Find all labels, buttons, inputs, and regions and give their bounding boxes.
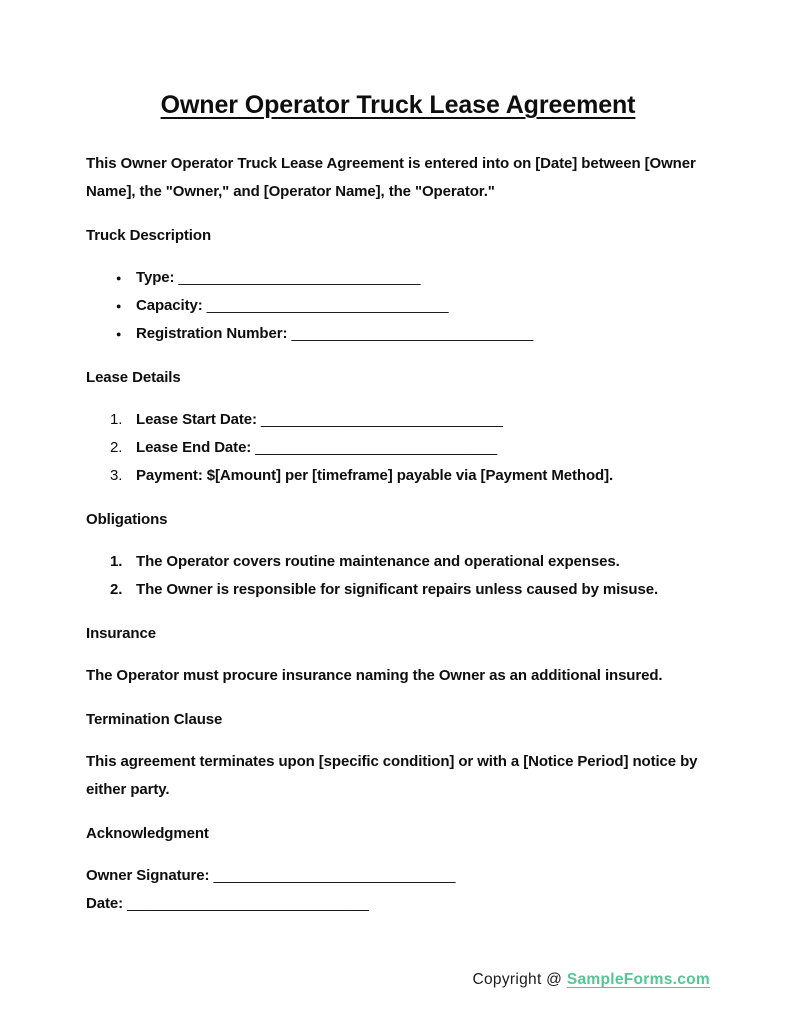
list-item xyxy=(86,462,710,490)
section-lease-details xyxy=(86,364,710,490)
list-item xyxy=(86,264,710,292)
item-label: Lease Start Date: xyxy=(136,411,257,428)
insurance-heading: Insurance xyxy=(86,625,156,642)
list-item xyxy=(86,548,710,576)
item-label: Registration Number: xyxy=(136,325,288,342)
obligations-heading: Obligations xyxy=(86,511,168,528)
lease-details-list xyxy=(86,406,710,490)
insurance-paragraph: The Operator must procure insurance naming the Owner as an additional insured. xyxy=(86,667,663,684)
truck-description-list xyxy=(86,264,710,348)
item-label: Type: xyxy=(136,269,175,286)
truck-description-heading: Truck Description xyxy=(86,227,212,244)
item-label: Lease End Date: xyxy=(136,439,252,456)
page-footer xyxy=(86,968,710,992)
blank-line: _____________________________ xyxy=(178,269,421,286)
list-item xyxy=(86,434,710,462)
owner-signature-row xyxy=(86,862,710,890)
item-number: 1. xyxy=(110,553,123,570)
item-number: 3. xyxy=(110,467,123,484)
termination-paragraph: This agreement terminates upon [specific condition] or with a [Notice Period] notice by either party. xyxy=(86,753,698,798)
date-label: Date: xyxy=(86,895,124,912)
item-number: 1. xyxy=(110,411,123,428)
section-termination xyxy=(86,706,710,804)
item-label: Capacity: xyxy=(136,297,203,314)
date-blank: _____________________________ xyxy=(127,895,370,912)
item-text: The Operator covers routine maintenance and operational expenses. xyxy=(136,553,620,570)
owner-signature-label: Owner Signature: xyxy=(86,867,210,884)
section-obligations xyxy=(86,506,710,604)
section-insurance xyxy=(86,620,710,690)
intro-paragraph: This Owner Operator Truck Lease Agreement is entered into on [Date] between [Owner Name], the "Owner," and [Operator Name], the "Operator." xyxy=(86,155,696,200)
list-item xyxy=(86,292,710,320)
list-item xyxy=(86,406,710,434)
blank-line: _____________________________ xyxy=(255,439,498,456)
owner-signature-blank: _____________________________ xyxy=(213,867,456,884)
section-acknowledgment xyxy=(86,820,710,918)
item-label: Payment: $[Amount] per [timeframe] payable via [Payment Method]. xyxy=(136,467,614,484)
item-number: 2. xyxy=(110,581,123,598)
bullet-icon: ● xyxy=(116,329,122,339)
item-text: The Owner is responsible for significant repairs unless caused by misuse. xyxy=(136,581,659,598)
lease-details-heading: Lease Details xyxy=(86,369,181,386)
signature-block xyxy=(86,862,710,918)
list-item xyxy=(86,576,710,604)
page-title: Owner Operator Truck Lease Agreement xyxy=(160,91,636,119)
sampleforms-link[interactable]: SampleForms.com xyxy=(566,971,710,988)
blank-line: _____________________________ xyxy=(260,411,503,428)
obligations-list xyxy=(86,548,710,604)
acknowledgment-heading: Acknowledgment xyxy=(86,825,209,842)
copyright-text: Copyright @ xyxy=(472,971,563,988)
blank-line: _____________________________ xyxy=(291,325,534,342)
blank-line: _____________________________ xyxy=(206,297,449,314)
date-row xyxy=(86,890,710,918)
bullet-icon: ● xyxy=(116,301,122,311)
list-item xyxy=(86,320,710,348)
termination-heading: Termination Clause xyxy=(86,711,223,728)
bullet-icon: ● xyxy=(116,273,122,283)
item-number: 2. xyxy=(110,439,123,456)
section-truck-description xyxy=(86,222,710,348)
